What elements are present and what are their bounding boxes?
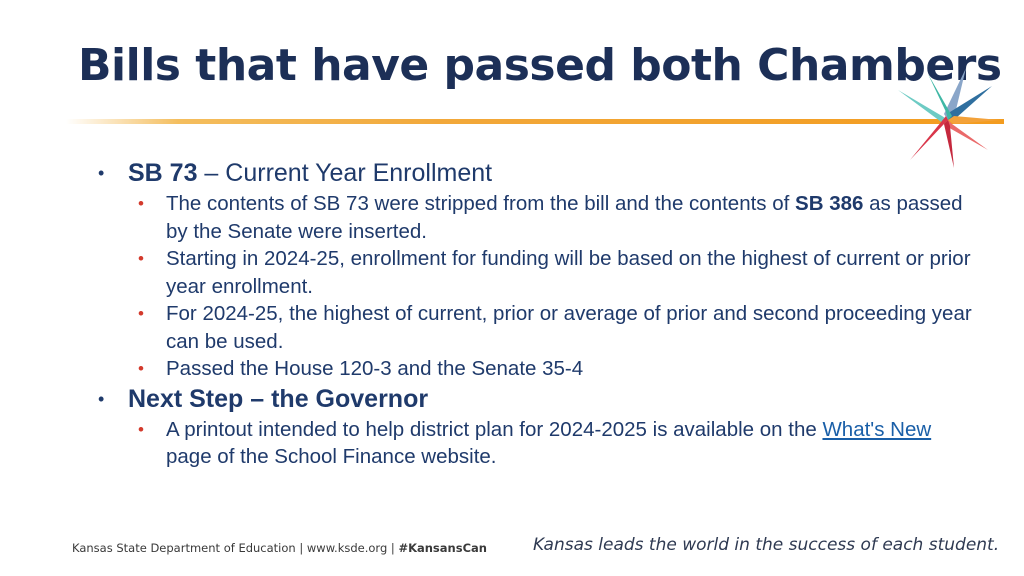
sub-bullet-dot: • xyxy=(138,249,144,268)
sub-bullet xyxy=(98,355,978,383)
sub-bullet-dot: • xyxy=(138,359,144,378)
sub-bullet-dot: • xyxy=(138,419,144,439)
footer-tagline: Kansas leads the world in the success of each student. xyxy=(533,535,1000,555)
bullet-dot: • xyxy=(98,163,105,183)
sub-bullet-text: The contents of SB 73 were stripped from the bill and the contents of xyxy=(166,192,796,215)
next-step-heading: Next Step – the Governor xyxy=(128,384,429,413)
footer-org xyxy=(72,541,487,555)
sub-bullet xyxy=(98,300,978,355)
page-title: Bills that have passed both Chambers xyxy=(78,40,1002,91)
title-divider xyxy=(66,119,1004,124)
footer-hashtag: #KansansCan xyxy=(398,541,487,555)
bullet-content xyxy=(98,158,978,471)
whats-new-link[interactable]: What's New xyxy=(822,417,932,441)
sub-bullet-text: page of the School Finance website. xyxy=(166,445,497,468)
sub-bullet xyxy=(98,416,978,471)
sub-bullet-text: as passed by the Senate were inserted. xyxy=(166,192,963,243)
ksde-star-logo-icon xyxy=(896,66,1006,172)
bullet-sb73 xyxy=(98,158,978,188)
sub-bullet xyxy=(98,190,978,245)
sb386-label: SB 386 xyxy=(795,192,864,215)
sub-bullet-text: A printout intended to help district plan for 2024-2025 is available on the xyxy=(166,417,823,441)
sub-bullet-text: Starting in 2024-25, enrollment for funding will be based on the highest of current or prior year enrollment. xyxy=(166,247,971,298)
sub-bullet-dot: • xyxy=(138,194,144,213)
bill-title: – Current Year Enrollment xyxy=(197,159,493,187)
sub-bullet xyxy=(98,245,978,300)
bill-number: SB 73 xyxy=(128,159,198,187)
bullet-dot: • xyxy=(98,388,105,409)
sub-bullet-text: Passed the House 120-3 and the Senate 35-4 xyxy=(166,357,584,380)
footer-org-text: Kansas State Department of Education | www.ksde.org | xyxy=(72,541,399,555)
bullet-next-step xyxy=(98,384,978,414)
sub-bullet-text: For 2024-25, the highest of current, prior or average of prior and second proceeding year can be used. xyxy=(166,302,972,353)
sub-bullet-dot: • xyxy=(138,304,144,323)
